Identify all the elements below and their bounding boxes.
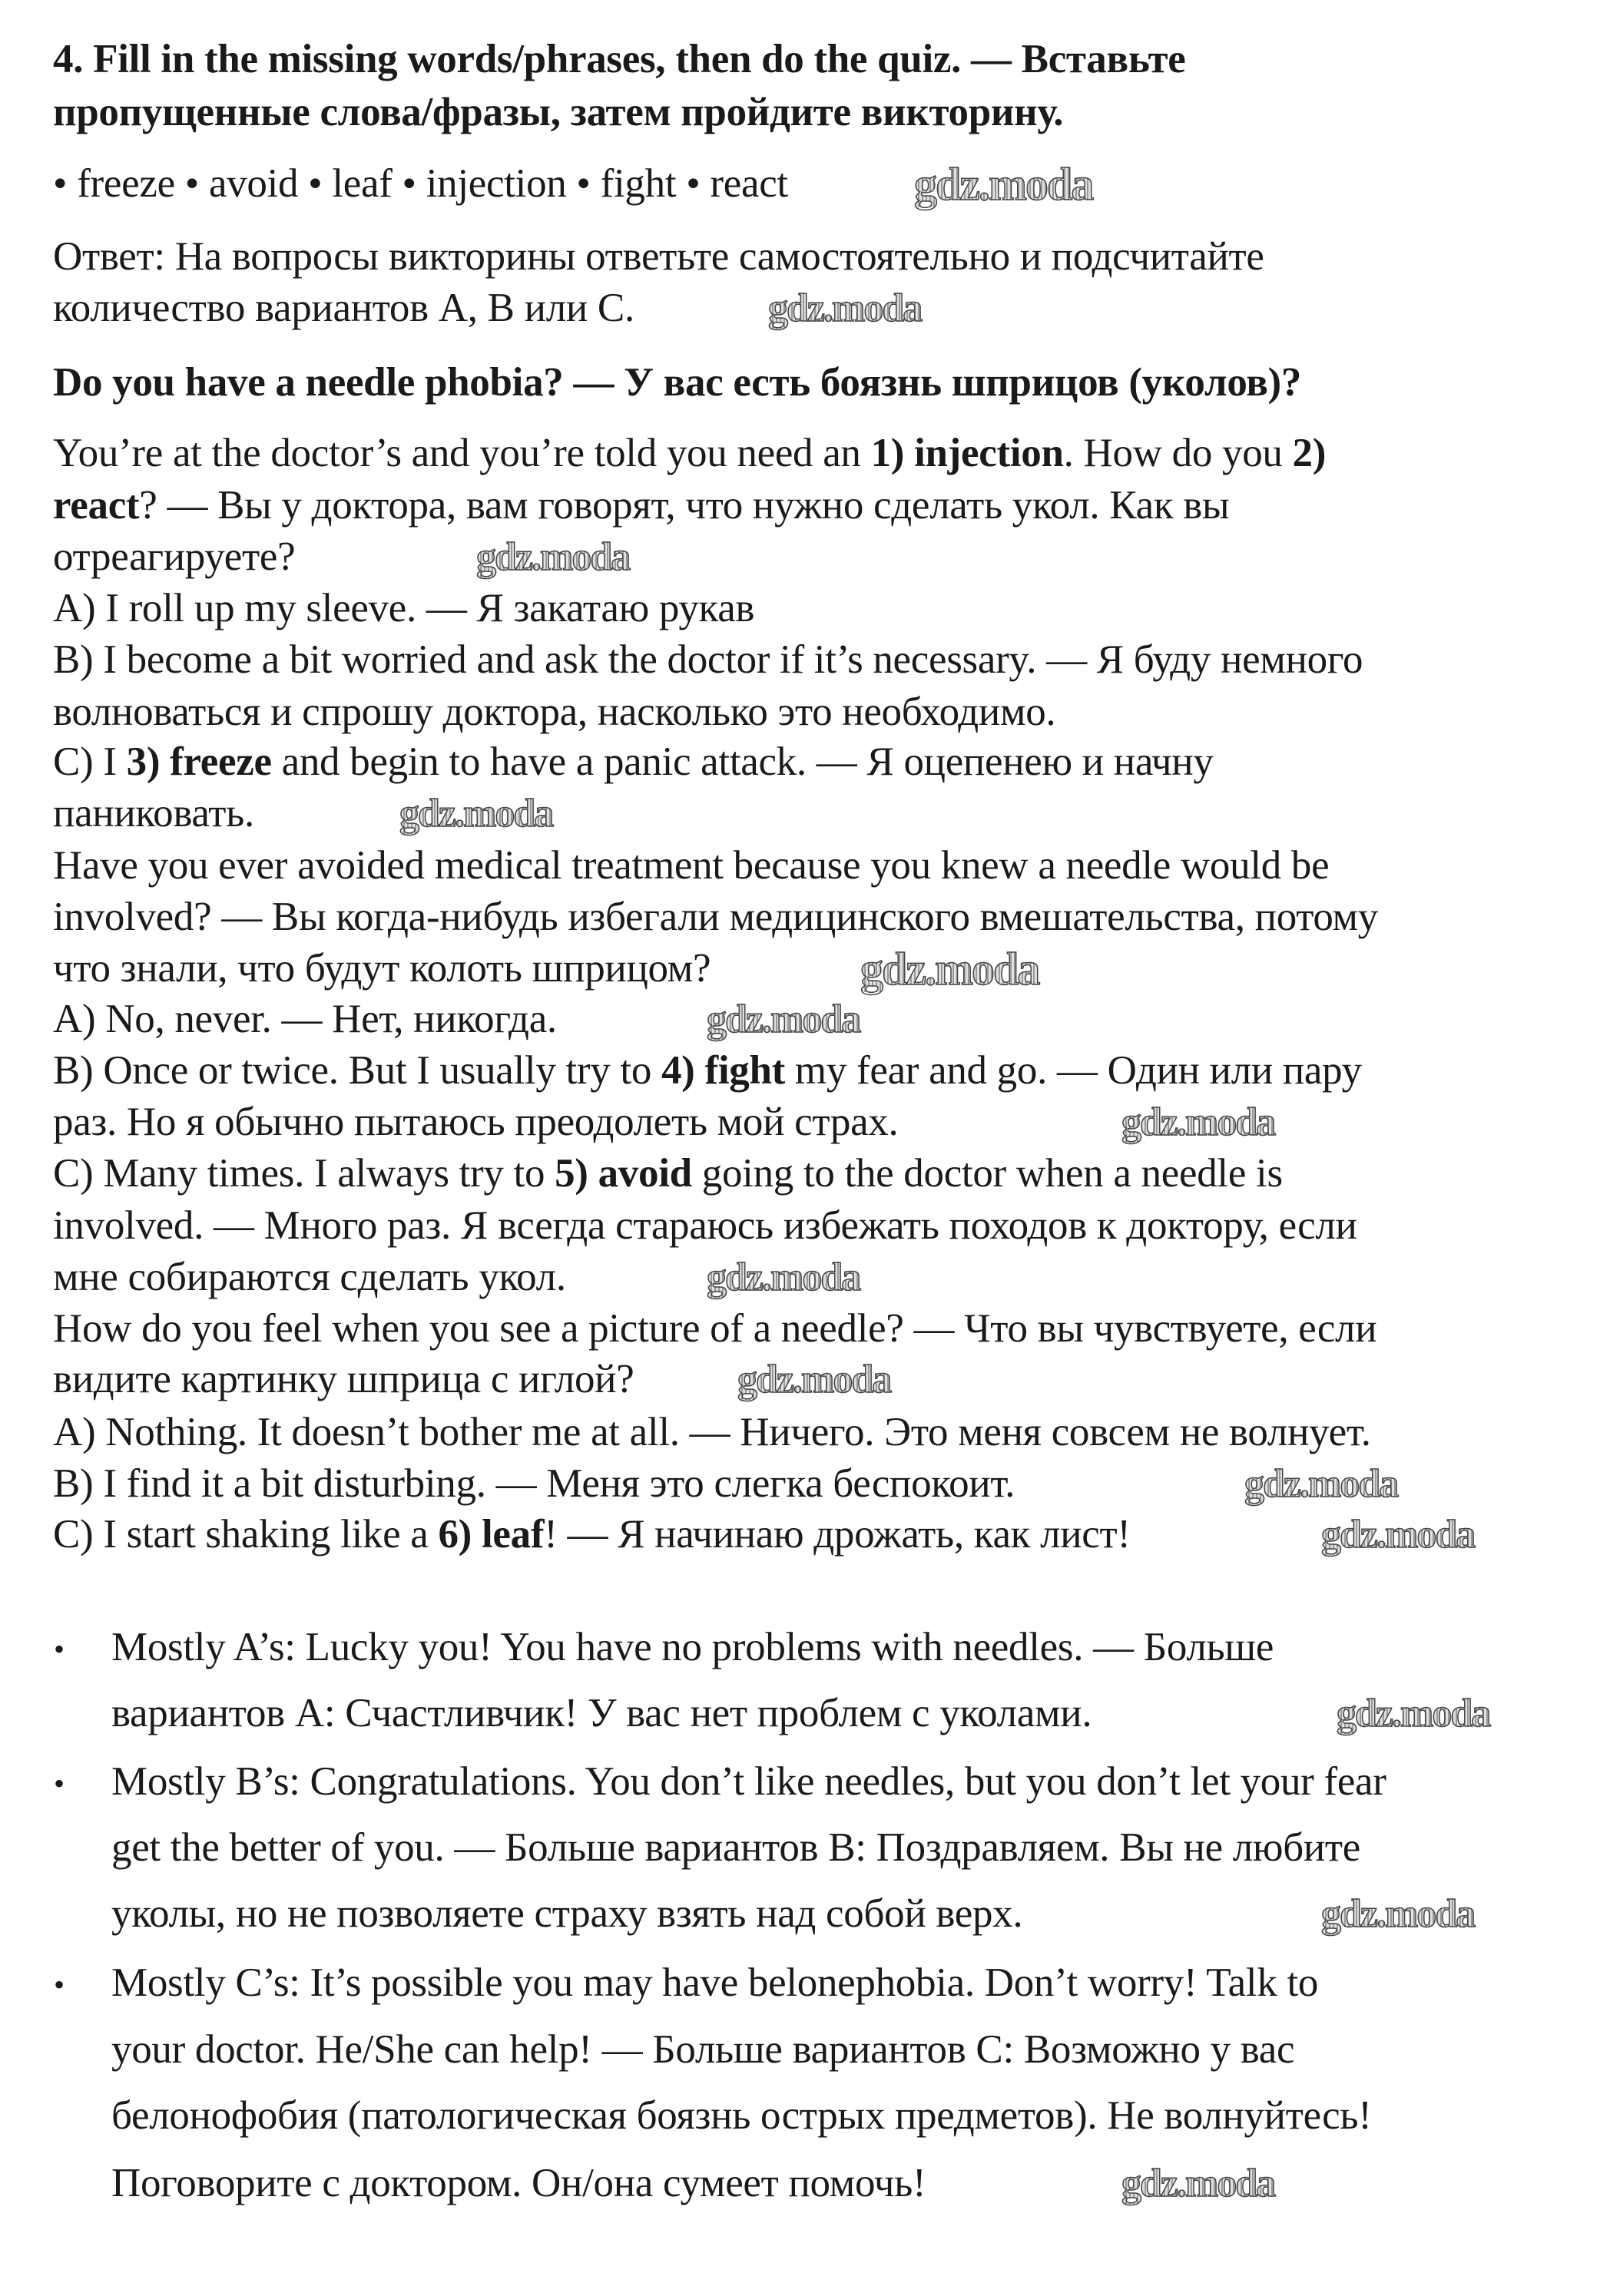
text-segment: going to the doctor when a needle is: [691, 1151, 1283, 1196]
bullet-icon: •: [54, 1967, 65, 2002]
watermark-logo: gdz.moda: [476, 535, 630, 579]
result-text-line: [111, 1756, 1386, 1808]
result-text-line: [111, 1688, 1092, 1739]
text-segment: A) I roll up my sleeve. — Я закатаю рукав: [53, 586, 755, 630]
watermark-logo: gdz.moda: [1121, 2162, 1275, 2205]
text-segment: видите картинку шприца с иглой?: [53, 1357, 634, 1401]
text-segment: отреагируете?: [53, 534, 296, 579]
text-segment: уколы, но не позволяете страху взять над собой верх.: [111, 1891, 1023, 1936]
quiz-text-line: [53, 994, 557, 1045]
watermark-logo: gdz.moda: [1121, 1100, 1275, 1144]
result-text-line: [111, 2158, 926, 2209]
word-bank: [53, 158, 788, 210]
watermark-logo: gdz.moda: [860, 944, 1039, 994]
quiz-text-line: [53, 1509, 1131, 1560]
text-segment: Mostly B’s: Congratulations. You don’t like needles, but you don’t let your fear: [111, 1759, 1386, 1804]
watermark-logo: gdz.moda: [1321, 1513, 1475, 1557]
quiz-text-line: [53, 1045, 1362, 1097]
watermark-logo: gdz.moda: [737, 1358, 891, 1401]
text-segment: my fear and go. — Один или пару: [784, 1048, 1362, 1093]
answer-highlight: 1) injection: [870, 431, 1064, 475]
text-segment: Have you ever avoided medical treatment because you knew a needle would be: [53, 843, 1330, 888]
quiz-text-line: [53, 428, 1326, 479]
watermark-logo: gdz.moda: [768, 286, 922, 330]
text-segment: A) Nothing. It doesn’t bother me at all. — Ничего. Это меня совсем не волнует.: [53, 1410, 1371, 1454]
quiz-text-line: [53, 1407, 1371, 1458]
quiz-text-line: [53, 892, 1378, 943]
text-segment: C) I: [53, 739, 127, 784]
answer-highlight: 6) leaf: [438, 1512, 545, 1557]
text-segment: Mostly C’s: It’s possible you may have belonephobia. Don’t worry! Talk to: [111, 1960, 1319, 2005]
text-segment: Поговорите с доктором. Он/она сумеет помочь!: [111, 2161, 926, 2205]
text-segment: B) Once or twice. But I usually try to: [53, 1048, 661, 1093]
result-text-line: [111, 1957, 1318, 2009]
answer-note: [53, 283, 634, 334]
quiz-text-line: [53, 1303, 1376, 1355]
watermark-logo: gdz.moda: [914, 159, 1093, 210]
quiz-text-line: [53, 686, 1055, 738]
text-segment: involved. — Много раз. Я всегда стараюсь избежать походов к доктору, если: [53, 1203, 1357, 1248]
text-segment: B) I find it a bit disturbing. — Меня это слегка беспокоит.: [53, 1461, 1015, 1506]
text-segment: количество вариантов A, B или C.: [53, 286, 634, 330]
watermark-logo: gdz.moda: [707, 1256, 860, 1299]
result-text-line: [111, 1622, 1274, 1673]
task-title: [53, 87, 1063, 138]
quiz-text-line: [53, 480, 1229, 531]
quiz-text-line: [53, 943, 711, 994]
watermark-logo: gdz.moda: [1244, 1462, 1398, 1506]
bullet-icon: •: [54, 1632, 65, 1666]
text-segment: раз. Но я обычно пытаюсь преодолеть мой страх.: [53, 1100, 899, 1144]
text-segment: C) I start shaking like a: [53, 1512, 439, 1557]
text-segment: and begin to have a panic attack. — Я оцепенею и начну: [271, 739, 1214, 784]
answer-note: [53, 231, 1264, 283]
text-segment: . How do you: [1063, 431, 1293, 475]
result-text-line: [111, 2024, 1294, 2076]
quiz-text-line: [53, 788, 254, 839]
quiz-text-line: [53, 1148, 1283, 1199]
text-segment: B) I become a bit worried and ask the doctor if it’s necessary. — Я буду немного: [53, 637, 1363, 682]
text-segment: Ответ: На вопросы викторины ответьте самостоятельно и подсчитайте: [53, 234, 1264, 279]
quiz-text-line: [53, 1252, 566, 1303]
text-segment: your doctor. He/She can help! — Больше вариантов C: Возможно у вас: [111, 2027, 1295, 2072]
text-segment: How do you feel when you see a picture of a needle? — Что вы чувствуете, если: [53, 1306, 1377, 1351]
text-segment: involved? — Вы когда-нибудь избегали медицинского вмешательства, потому: [53, 895, 1378, 939]
quiz-text-line: [53, 1458, 1015, 1510]
text-segment: ! — Я начинаю дрожать, как лист!: [544, 1512, 1131, 1557]
quiz-title: [53, 357, 1301, 409]
text-segment: You’re at the doctor’s and you’re told you need an: [53, 431, 871, 475]
text-segment: волноваться и спрошу доктора, насколько это необходимо.: [53, 690, 1056, 734]
text-segment: пропущенные слова/фразы, затем пройдите викторину.: [53, 90, 1064, 134]
text-segment: Mostly A’s: Lucky you! You have no problems with needles. — Больше: [111, 1625, 1274, 1669]
text-segment: белонофобия (патологическая боязнь острых предметов). Не волнуйтесь!: [111, 2093, 1372, 2138]
text-segment: что знали, что будут колоть шприцом?: [53, 946, 711, 991]
task-title: [53, 34, 1186, 85]
result-text-line: [111, 1888, 1022, 1940]
text-segment: Do you have a needle phobia? — У вас есть боязнь шприцов (уколов)?: [53, 360, 1302, 405]
text-segment: A) No, never. — Нет, никогда.: [53, 997, 557, 1041]
answer-highlight: react: [53, 483, 140, 528]
quiz-text-line: [53, 840, 1329, 892]
text-segment: 4. Fill in the missing words/phrases, then do the quiz. — Вставьте: [53, 37, 1186, 81]
answer-highlight: 2): [1292, 431, 1327, 475]
text-segment: вариантов A: Счастливчик! У вас нет проблем с уколами.: [111, 1691, 1092, 1735]
result-text-line: [111, 1822, 1360, 1874]
text-segment: • freeze • avoid • leaf • injection • fight • react: [53, 161, 788, 206]
text-segment: мне собираются сделать укол.: [53, 1255, 566, 1299]
bullet-icon: •: [54, 1766, 65, 1801]
quiz-text-line: [53, 1097, 898, 1148]
answer-highlight: 3) freeze: [126, 739, 272, 784]
text-segment: паниковать.: [53, 791, 254, 835]
watermark-logo: gdz.moda: [399, 792, 553, 835]
result-text-line: [111, 2090, 1372, 2142]
text-segment: ? — Вы у доктора, вам говорят, что нужно сделать укол. Как вы: [139, 483, 1230, 528]
watermark-logo: gdz.moda: [1337, 1692, 1490, 1735]
text-segment: C) Many times. I always try to: [53, 1151, 555, 1196]
text-segment: get the better of you. — Больше вариантов B: Поздравляем. Вы не любите: [111, 1825, 1361, 1870]
answer-highlight: 5) avoid: [555, 1151, 692, 1196]
watermark-logo: gdz.moda: [1321, 1892, 1475, 1936]
quiz-text-line: [53, 583, 754, 634]
quiz-text-line: [53, 1354, 634, 1405]
quiz-text-line: [53, 736, 1214, 788]
answer-highlight: 4) fight: [661, 1048, 785, 1093]
watermark-logo: gdz.moda: [707, 997, 860, 1041]
quiz-text-line: [53, 1200, 1357, 1252]
quiz-text-line: [53, 634, 1363, 686]
quiz-text-line: [53, 531, 295, 583]
